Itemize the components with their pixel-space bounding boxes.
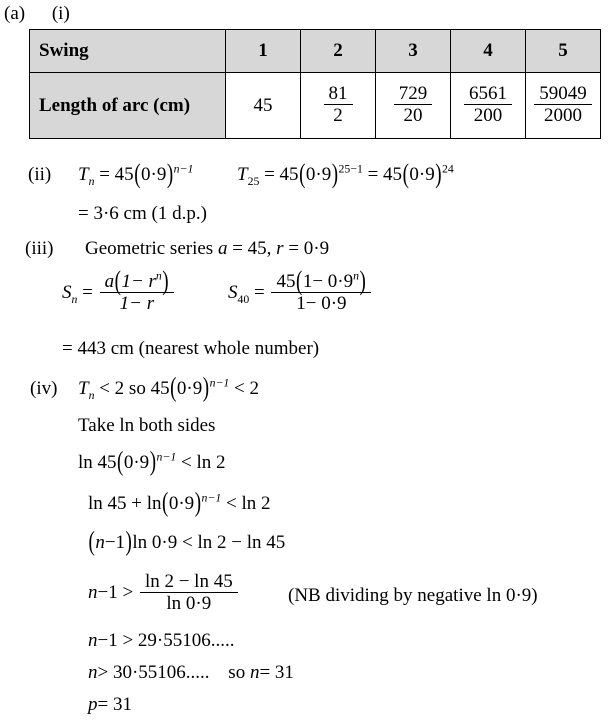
inequality-line-1: $T_n < 2$ so $45(0\cdot 9)^{n-1} < 2$ [78, 373, 259, 404]
nb-note: (NB dividing by negative ln 0·9) [288, 585, 538, 606]
part-label-iv: (iv) [30, 378, 58, 399]
iv-l8-rest: > 30·55106..... [97, 662, 210, 683]
iv-l6-numerator: ln 2 − ln 45 [144, 571, 233, 592]
take-ln-instruction: Take ln both sides [78, 415, 216, 436]
part-letter: (a) [4, 3, 26, 24]
length-3 [376, 73, 451, 139]
iv-l4-exponent: n−1 [201, 491, 222, 505]
sn-num-a: a [104, 271, 115, 292]
iv-l6-fraction [140, 571, 238, 615]
table-row-length [30, 73, 601, 139]
sn-subscript: n [71, 292, 78, 306]
inequality-line-3: $\ln 45(0\cdot 9)^{n-1} < \ln 2$ [78, 447, 226, 478]
tn-base: 0·9 [141, 164, 167, 185]
s40-subscript: 40 [237, 292, 250, 306]
iv-l8-n: n [88, 662, 98, 683]
sn-equals: = [82, 282, 93, 304]
tn-subscript: n [88, 174, 95, 188]
t25-equals: = 45 [264, 164, 299, 185]
t25-exponent: 25−1 [338, 162, 363, 176]
part-label-iii: (iii) [25, 238, 54, 259]
iv-l3-end: < ln 2 [180, 452, 226, 473]
inequality-line-4: $\ln 45 + \ln(0\cdot 9)^{n-1} < \ln 2$ [88, 488, 271, 519]
table-row-swing [30, 30, 601, 73]
iv-l8-n-final: n [249, 662, 260, 683]
iv-l8-so: so [228, 662, 246, 683]
sn-symbol: S [62, 282, 72, 304]
part-roman-i: (i) [51, 3, 70, 24]
part-label [4, 3, 70, 25]
s40-num-inner: 1− 0·9 [302, 271, 354, 292]
length-5-fraction [534, 83, 592, 127]
length-2 [301, 73, 376, 139]
tn-exponent: n−1 [173, 162, 194, 176]
iv-l5-rest: ln 0·9 < ln 2 − ln 45 [132, 532, 286, 553]
tn-symbol: T [78, 164, 89, 185]
length-3-fraction [394, 83, 433, 127]
swing-3: 3 [376, 30, 451, 73]
iv-tn-subscript: n [88, 388, 95, 402]
t25-symbol: T [237, 164, 248, 185]
iv-l7-rest: −1 > 29·55106..... [97, 630, 235, 651]
sn-fraction [100, 266, 175, 315]
length-3-denominator: 20 [394, 104, 433, 126]
length-4-denominator: 200 [464, 104, 512, 126]
iv-l1-base: 0·9 [176, 378, 203, 399]
s40-symbol: S [228, 282, 238, 304]
formula-s40 [228, 266, 373, 316]
iv-l8-equals: = 31 [259, 662, 294, 683]
swing-1: 1 [226, 30, 301, 73]
inequality-line-7 [88, 630, 235, 652]
sn-numerator: $a(1- r^n)$ [104, 266, 169, 297]
r-value: = 0·9 [288, 238, 330, 259]
inequality-line-6 [88, 572, 240, 616]
row-header-swing: Swing [30, 30, 226, 73]
length-5-denominator: 2000 [534, 104, 592, 126]
s40-numerator: $45(1- 0\cdot 9^n)$ [276, 266, 366, 297]
iv-l3-exponent: n−1 [156, 450, 177, 464]
row-header-length: Length of arc (cm) [30, 73, 226, 139]
s40-denominator: 1− 0·9 [271, 292, 371, 314]
length-4 [451, 73, 526, 139]
tn-equals: = 45 [99, 164, 134, 185]
iv-l7-n: n [88, 630, 98, 651]
iv-l1-exponent: n−1 [209, 376, 230, 390]
s40-num-exponent: n [353, 269, 359, 283]
swing-4: 4 [451, 30, 526, 73]
length-1-value: 45 [253, 94, 273, 116]
iv-l6-n: n [88, 582, 98, 604]
t25-equals-2: = 45 [367, 164, 403, 185]
s40-num-coefficient: 45 [276, 271, 296, 292]
t25-subscript: 25 [247, 174, 260, 188]
iv-l9-equals: = 31 [97, 694, 132, 715]
iv-l9-p: p [88, 694, 98, 715]
iv-l3-base: 0·9 [123, 452, 150, 473]
inequality-line-5: (n−1)ln 0·9 < ln 2 − ln 45 [88, 527, 286, 558]
swing-2: 2 [301, 30, 376, 73]
arc-length-table [29, 29, 601, 139]
t25-exponent-2: 24 [442, 162, 454, 176]
result-tn: = 3·6 cm (1 d.p.) [78, 203, 207, 224]
length-5 [526, 73, 601, 139]
iv-l3-prefix: ln 45 [78, 452, 117, 473]
length-2-denominator: 2 [324, 104, 353, 126]
swing-5: 5 [526, 30, 601, 73]
s40-equals: = [254, 282, 265, 304]
r-symbol: r [276, 238, 284, 259]
iv-l5-n: n [95, 532, 105, 553]
length-2-numerator: 81 [328, 82, 348, 104]
iv-l6-lhs-rest: −1 > [97, 582, 134, 604]
iv-l4-base: 0·9 [168, 493, 195, 514]
formula-sn [62, 266, 176, 316]
iv-l1-end: < 2 [234, 378, 259, 399]
length-1 [226, 73, 301, 139]
inequality-line-8 [88, 662, 294, 684]
a-symbol: a [217, 238, 228, 259]
formula-t25: $T_{25} = 45(0\cdot 9)^{25-1} = 45(0\cdot 9)^{24}$ [237, 159, 454, 190]
sn-denominator: 1− r [100, 292, 175, 314]
sn-num-exponent: n [155, 269, 162, 283]
result-s40: = 443 cm (nearest whole number) [62, 338, 320, 359]
iv-l1-middle: < 2 so 45 [99, 378, 170, 399]
length-4-fraction [464, 83, 512, 127]
part-label-ii: (ii) [28, 164, 52, 185]
formula-tn-general: $T_n = 45(0\cdot 9)^{n-1}$ [78, 159, 194, 190]
t25-base: 0·9 [305, 164, 332, 185]
length-4-numerator: 6561 [469, 82, 507, 104]
iv-l5-minus: −1 [104, 532, 126, 553]
length-2-fraction [324, 83, 353, 127]
iv-l6-denominator: ln 0·9 [140, 592, 238, 614]
geometric-series-intro [85, 238, 329, 260]
t25-base-2: 0·9 [409, 164, 435, 185]
iv-l4-end: < ln 2 [225, 493, 271, 514]
length-5-numerator: 59049 [539, 82, 587, 104]
s40-fraction [271, 266, 371, 315]
iv-l4-prefix: ln 45 + ln [88, 493, 162, 514]
length-3-numerator: 729 [398, 82, 428, 104]
sn-num-inner: 1− r [121, 271, 156, 292]
a-value: = 45, [232, 238, 272, 259]
iv-tn-symbol: T [78, 378, 89, 399]
final-answer-p [88, 694, 132, 716]
geometric-series-text: Geometric series [85, 238, 214, 259]
